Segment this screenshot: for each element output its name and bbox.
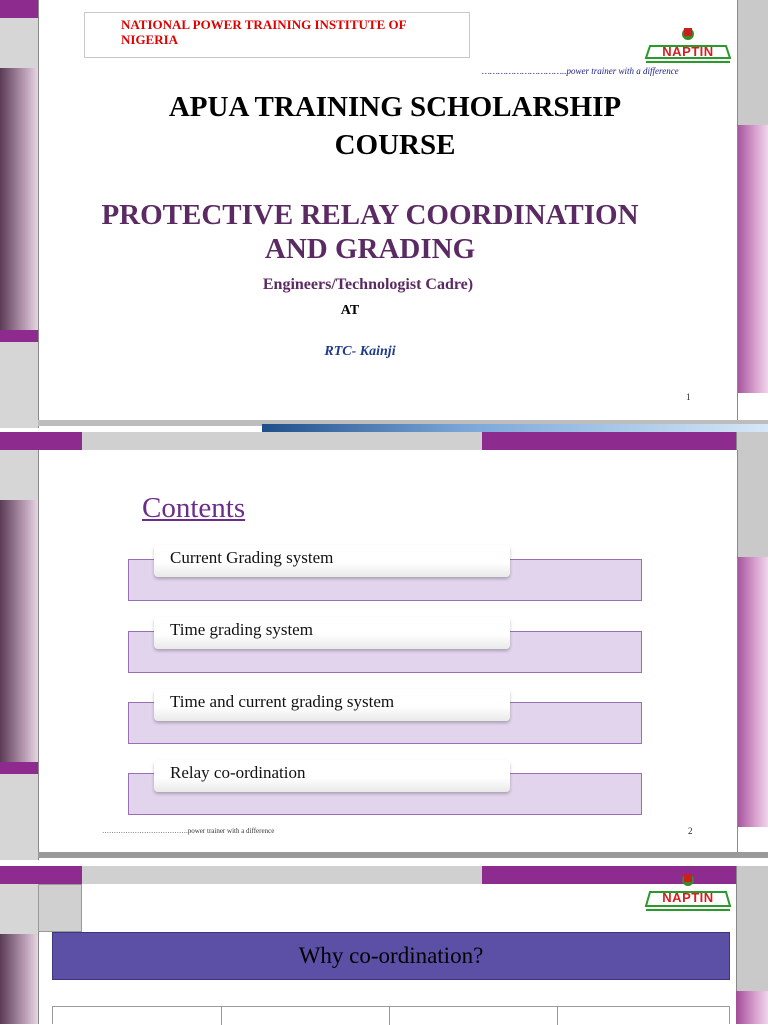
left-gradient-block — [0, 68, 38, 330]
slide-1-page-number: 1 — [686, 392, 691, 402]
slide-3-naptin-logo — [644, 870, 732, 914]
table-divider-1 — [221, 1007, 222, 1025]
slide-2-page-number: 2 — [688, 826, 693, 836]
slide-2-right-corner-gray — [736, 432, 768, 557]
naptin-logo — [644, 24, 732, 66]
slide-3-gray-bar — [82, 866, 482, 884]
institute-name: NATIONAL POWER TRAINING INSTITUTE OF NIGERIA — [121, 17, 407, 47]
slide-1 — [0, 0, 768, 430]
slide-3-left-inner-gray — [38, 884, 82, 932]
slide-1-blue-stripe — [262, 424, 768, 432]
why-coordination-title: Why co-ordination? — [298, 943, 484, 968]
slide-3-table — [52, 1006, 730, 1024]
right-gradient-block — [736, 125, 768, 393]
slide-3-right-corner-gray — [736, 866, 768, 991]
left-purple-accent — [0, 330, 38, 342]
slide-2-left-gradient-block — [0, 500, 38, 762]
slide-1-tagline: …………………………..power trainer with a difference — [482, 66, 679, 76]
course-title: APUA TRAINING SCHOLARSHIP COURSE — [168, 91, 622, 161]
course-subtitle: PROTECTIVE RELAY COORDINATION AND GRADING — [101, 199, 639, 265]
contents-heading: Contents — [142, 492, 246, 524]
slide-2-gray-bar — [82, 432, 482, 450]
slide-2-top-right-bar — [482, 432, 736, 450]
naptin-logo-text: NAPTIN — [662, 44, 714, 59]
cadre-text: Engineers/Technologist Cadre) — [262, 276, 474, 293]
slide-2-top-left-bar — [0, 432, 82, 450]
slide-2-left-purple-accent — [0, 762, 38, 774]
slide-3-top-left-bar — [0, 866, 82, 884]
why-coordination-banner — [52, 932, 730, 980]
slide-3-right-gradient-block — [736, 991, 768, 1024]
slide-2-right-gradient-block — [736, 557, 768, 827]
slide-3-naptin-logo-text: NAPTIN — [662, 890, 714, 905]
table-divider-3 — [557, 1007, 558, 1025]
slide-2-bottom-bar — [38, 852, 768, 858]
institute-name-box — [84, 12, 470, 58]
slide-3-left-gradient-block — [0, 934, 38, 1024]
contents-item-4[interactable]: Relay co-ordination — [154, 760, 510, 792]
contents-item-2[interactable]: Time grading system — [154, 617, 510, 649]
slide-2 — [0, 432, 768, 864]
location-text: RTC- Kainji — [324, 344, 396, 359]
slide-3 — [0, 866, 768, 1024]
contents-item-1[interactable]: Current Grading system — [154, 545, 510, 577]
right-corner-gray — [736, 0, 768, 125]
at-text: AT — [340, 303, 360, 318]
slide-2-tagline: ……………………………….power trainer with a difference — [102, 827, 275, 835]
table-divider-2 — [389, 1007, 390, 1025]
contents-item-3[interactable]: Time and current grading system — [154, 689, 510, 721]
